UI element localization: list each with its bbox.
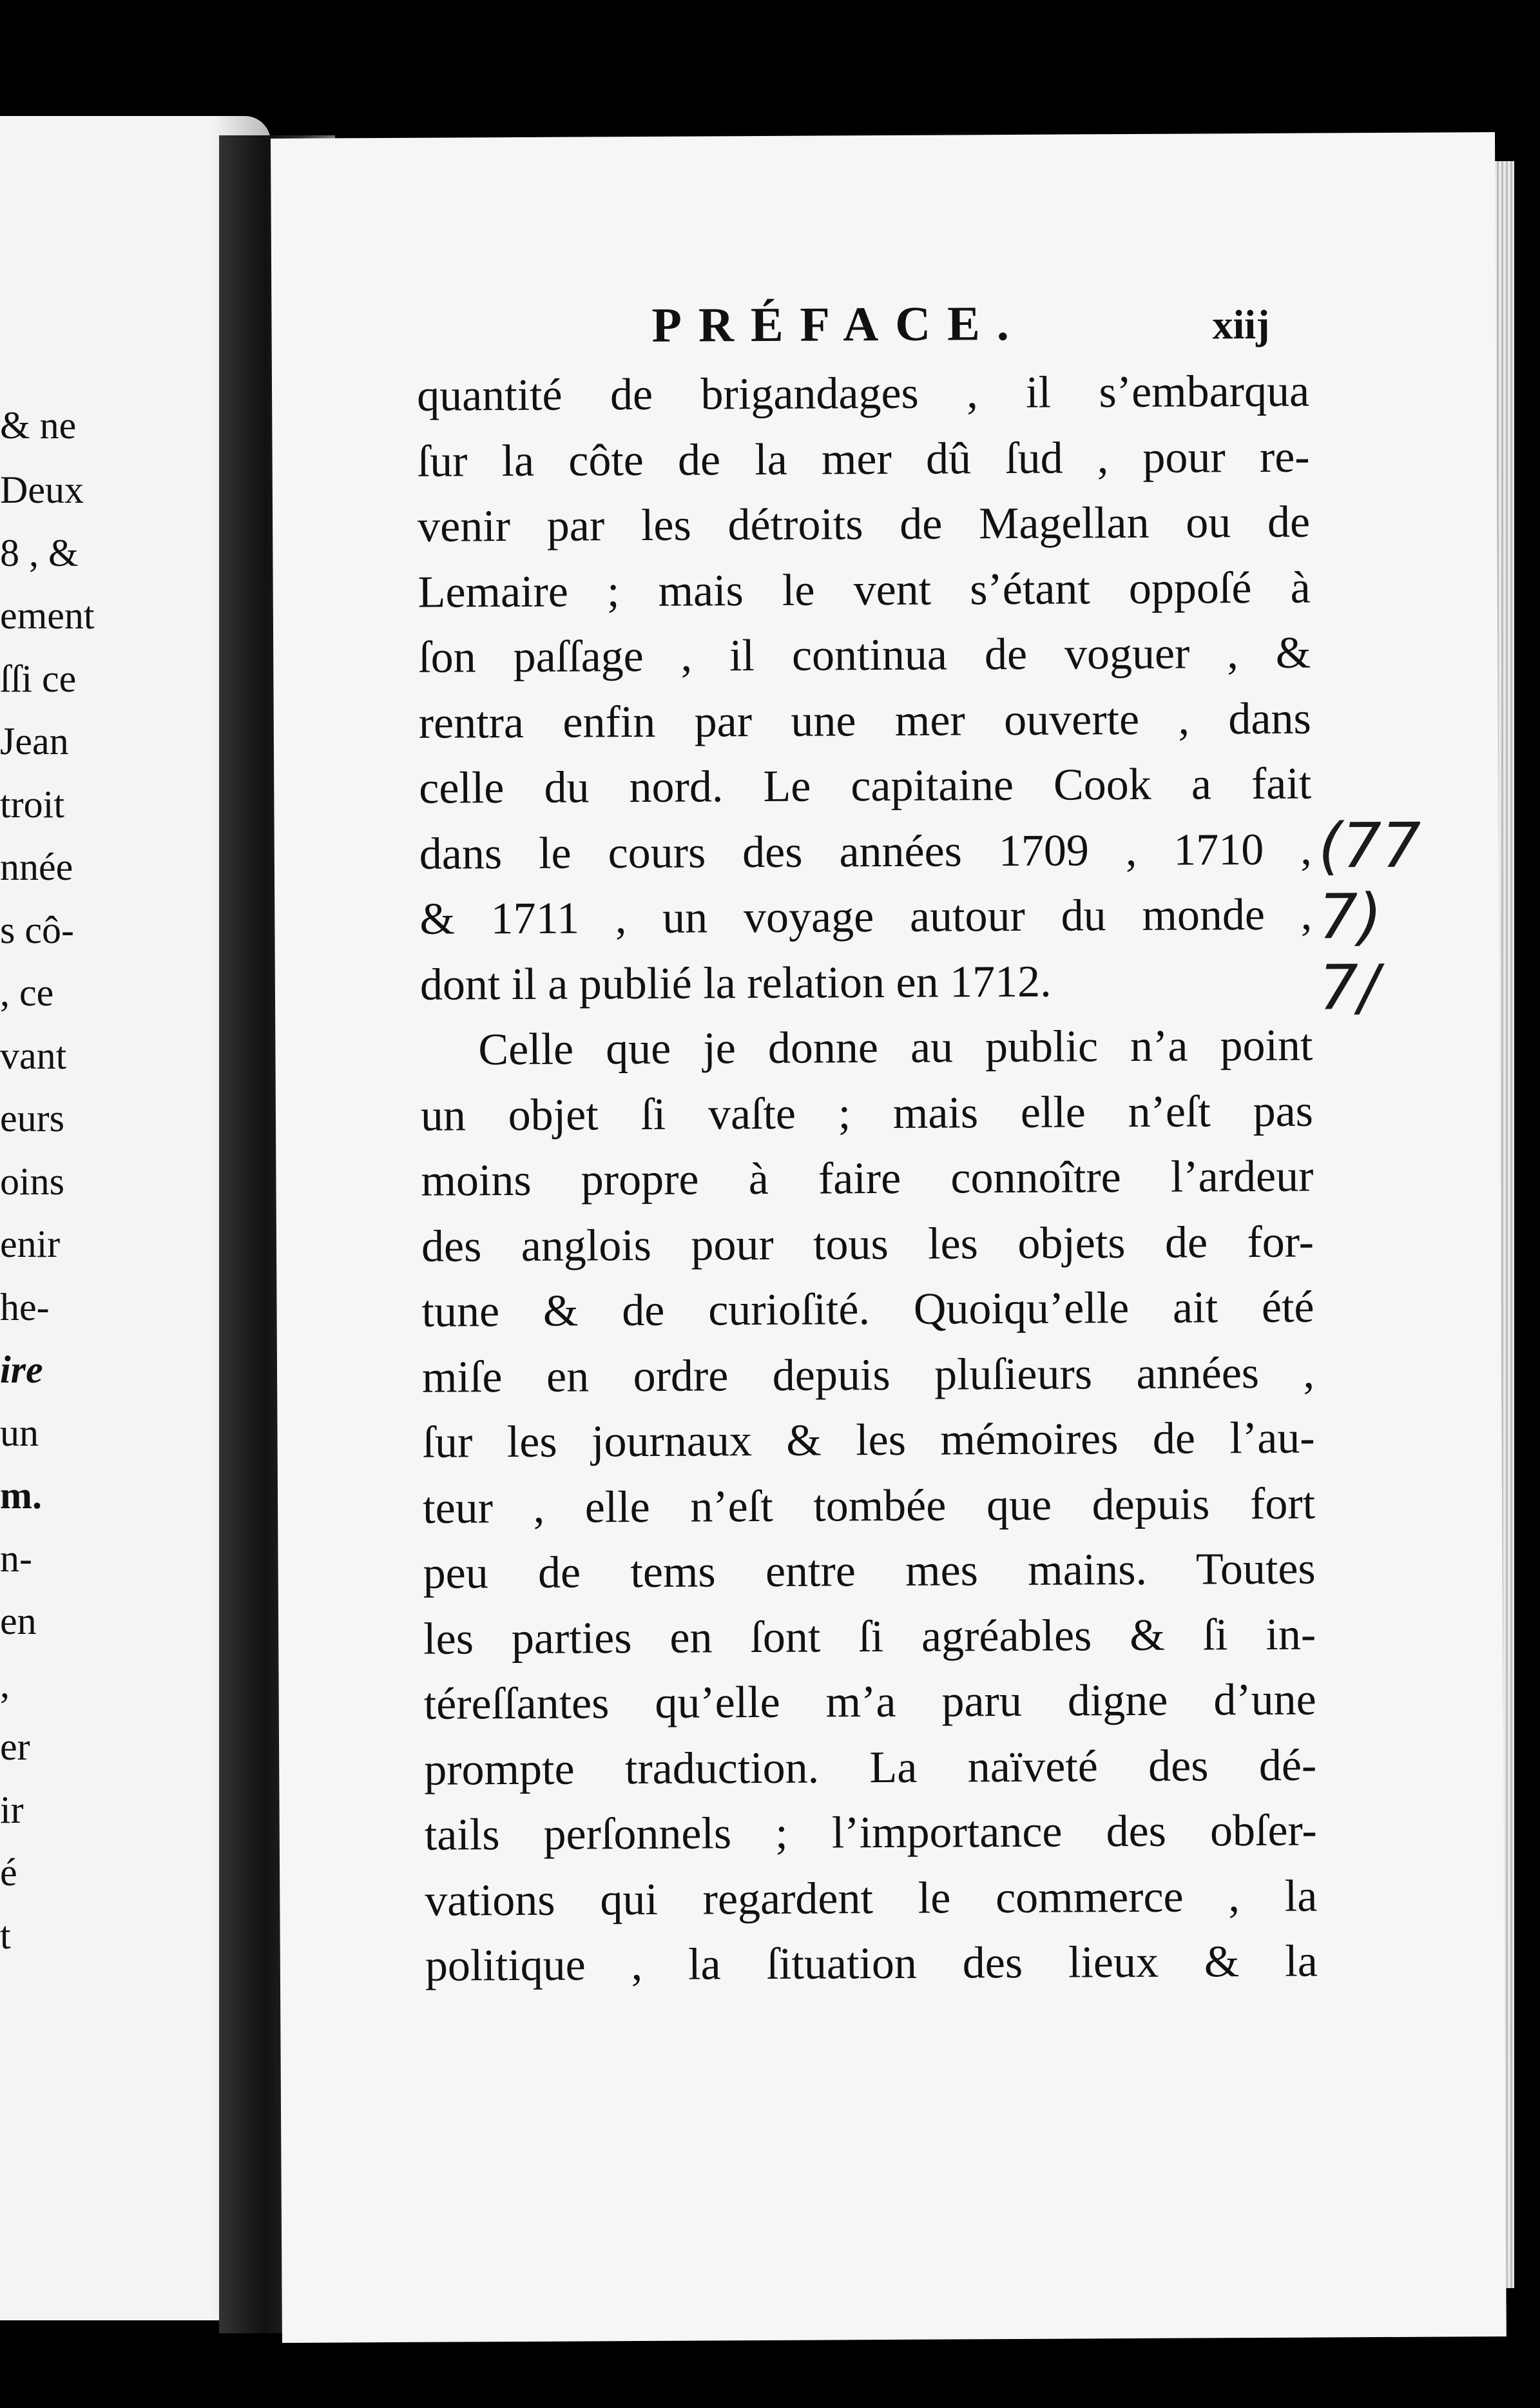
text-line: ſur la côte de la mer dû ſud , pour re- [417,432,1310,487]
text-line: les parties en ſont ſi agréables & ſi in- [423,1609,1316,1664]
left-fragment: & ne [0,404,77,447]
left-fragment: s cô- [0,909,74,951]
left-fragment: er [0,1725,30,1768]
text-line: des anglois pour tous les objets de for- [421,1217,1314,1272]
text-line: téreſſantes qu’elle m’a paru digne d’une [423,1675,1316,1729]
text-line: Lemaire ; mais le vent s’étant oppoſé à [418,563,1311,617]
left-fragment: nnée [0,846,73,888]
left-fragment: m. [0,1474,42,1517]
text-line: venir par les détroits de Magellan ou de [417,497,1311,552]
left-fragment: ir [0,1789,24,1831]
text-line: teur , elle n’eſt tombée que depuis fort [422,1479,1316,1533]
text-line: rentra enfin par une mer ouverte , dans [418,694,1311,748]
page-header [271,293,1496,364]
left-fragment: enir [0,1223,61,1265]
left-fragment: eurs [0,1097,64,1140]
text-line: dans le cours des années 1709 , 1710 , [419,824,1312,879]
text-line: tune & de curioſité. Quoiqu’elle ait été [421,1282,1314,1337]
page-number: xiij [1212,301,1270,348]
left-fragment: t [0,1914,11,1957]
left-fragment: un [0,1412,39,1454]
left-fragment: troit [0,783,64,826]
left-fragment: ſſi ce [0,657,77,700]
left-fragment: n- [0,1537,32,1580]
text-line: un objet ſi vaſte ; mais elle n’eſt pas [420,1086,1314,1141]
right-page [271,132,1506,2343]
left-fragment: 8 , & [0,532,79,574]
text-line: & 1711 , un voyage autour du monde , [419,889,1313,944]
left-fragment: ement [0,594,95,637]
left-fragment: , [0,1663,10,1705]
left-fragment: oins [0,1160,65,1203]
text-line: tails perſonnels ; l’importance des obſer- [424,1805,1317,1860]
text-line: prompte traduction. La naïveté des dé- [424,1740,1317,1795]
text-line: ſur les journaux & les mémoires de l’au- [422,1413,1315,1468]
text-line: dont il a publié la relation en 1712. [419,956,1052,1010]
left-fragment: é [0,1851,17,1894]
handwritten-annotation: (77 [1318,809,1421,882]
text-line: quantité de brigandages , il s’embarqua [416,366,1310,421]
left-fragment: vant [0,1034,67,1077]
running-title: PRÉFACE. [651,296,1026,353]
left-fragment: Jean [0,720,69,762]
left-fragment: Deux [0,469,84,511]
text-line: moins propre à faire connoître l’ardeur [421,1151,1314,1206]
text-line: celle du nord. Le capitaine Cook a fait [419,759,1312,813]
text-line: vations qui regardent le commerce , la [425,1871,1318,1926]
left-fragment: , ce [0,971,54,1014]
left-fragment: he- [0,1286,50,1328]
text-line: politique , la ſituation des lieux & la [425,1936,1318,1991]
text-line: Celle que je donne au public n’a point [478,1020,1313,1075]
body-text [417,359,1318,1999]
handwritten-annotation: 7) [1318,880,1383,953]
left-fragment: en [0,1600,37,1642]
text-line: ſon paſſage , il continua de voguer , & [418,628,1311,683]
text-line: peu de tems entre mes mains. Toutes [423,1544,1316,1598]
text-line: miſe en ordre depuis pluſieurs années , [421,1348,1315,1403]
handwritten-annotation: 7/ [1318,951,1380,1024]
left-fragment: ire [0,1348,43,1391]
